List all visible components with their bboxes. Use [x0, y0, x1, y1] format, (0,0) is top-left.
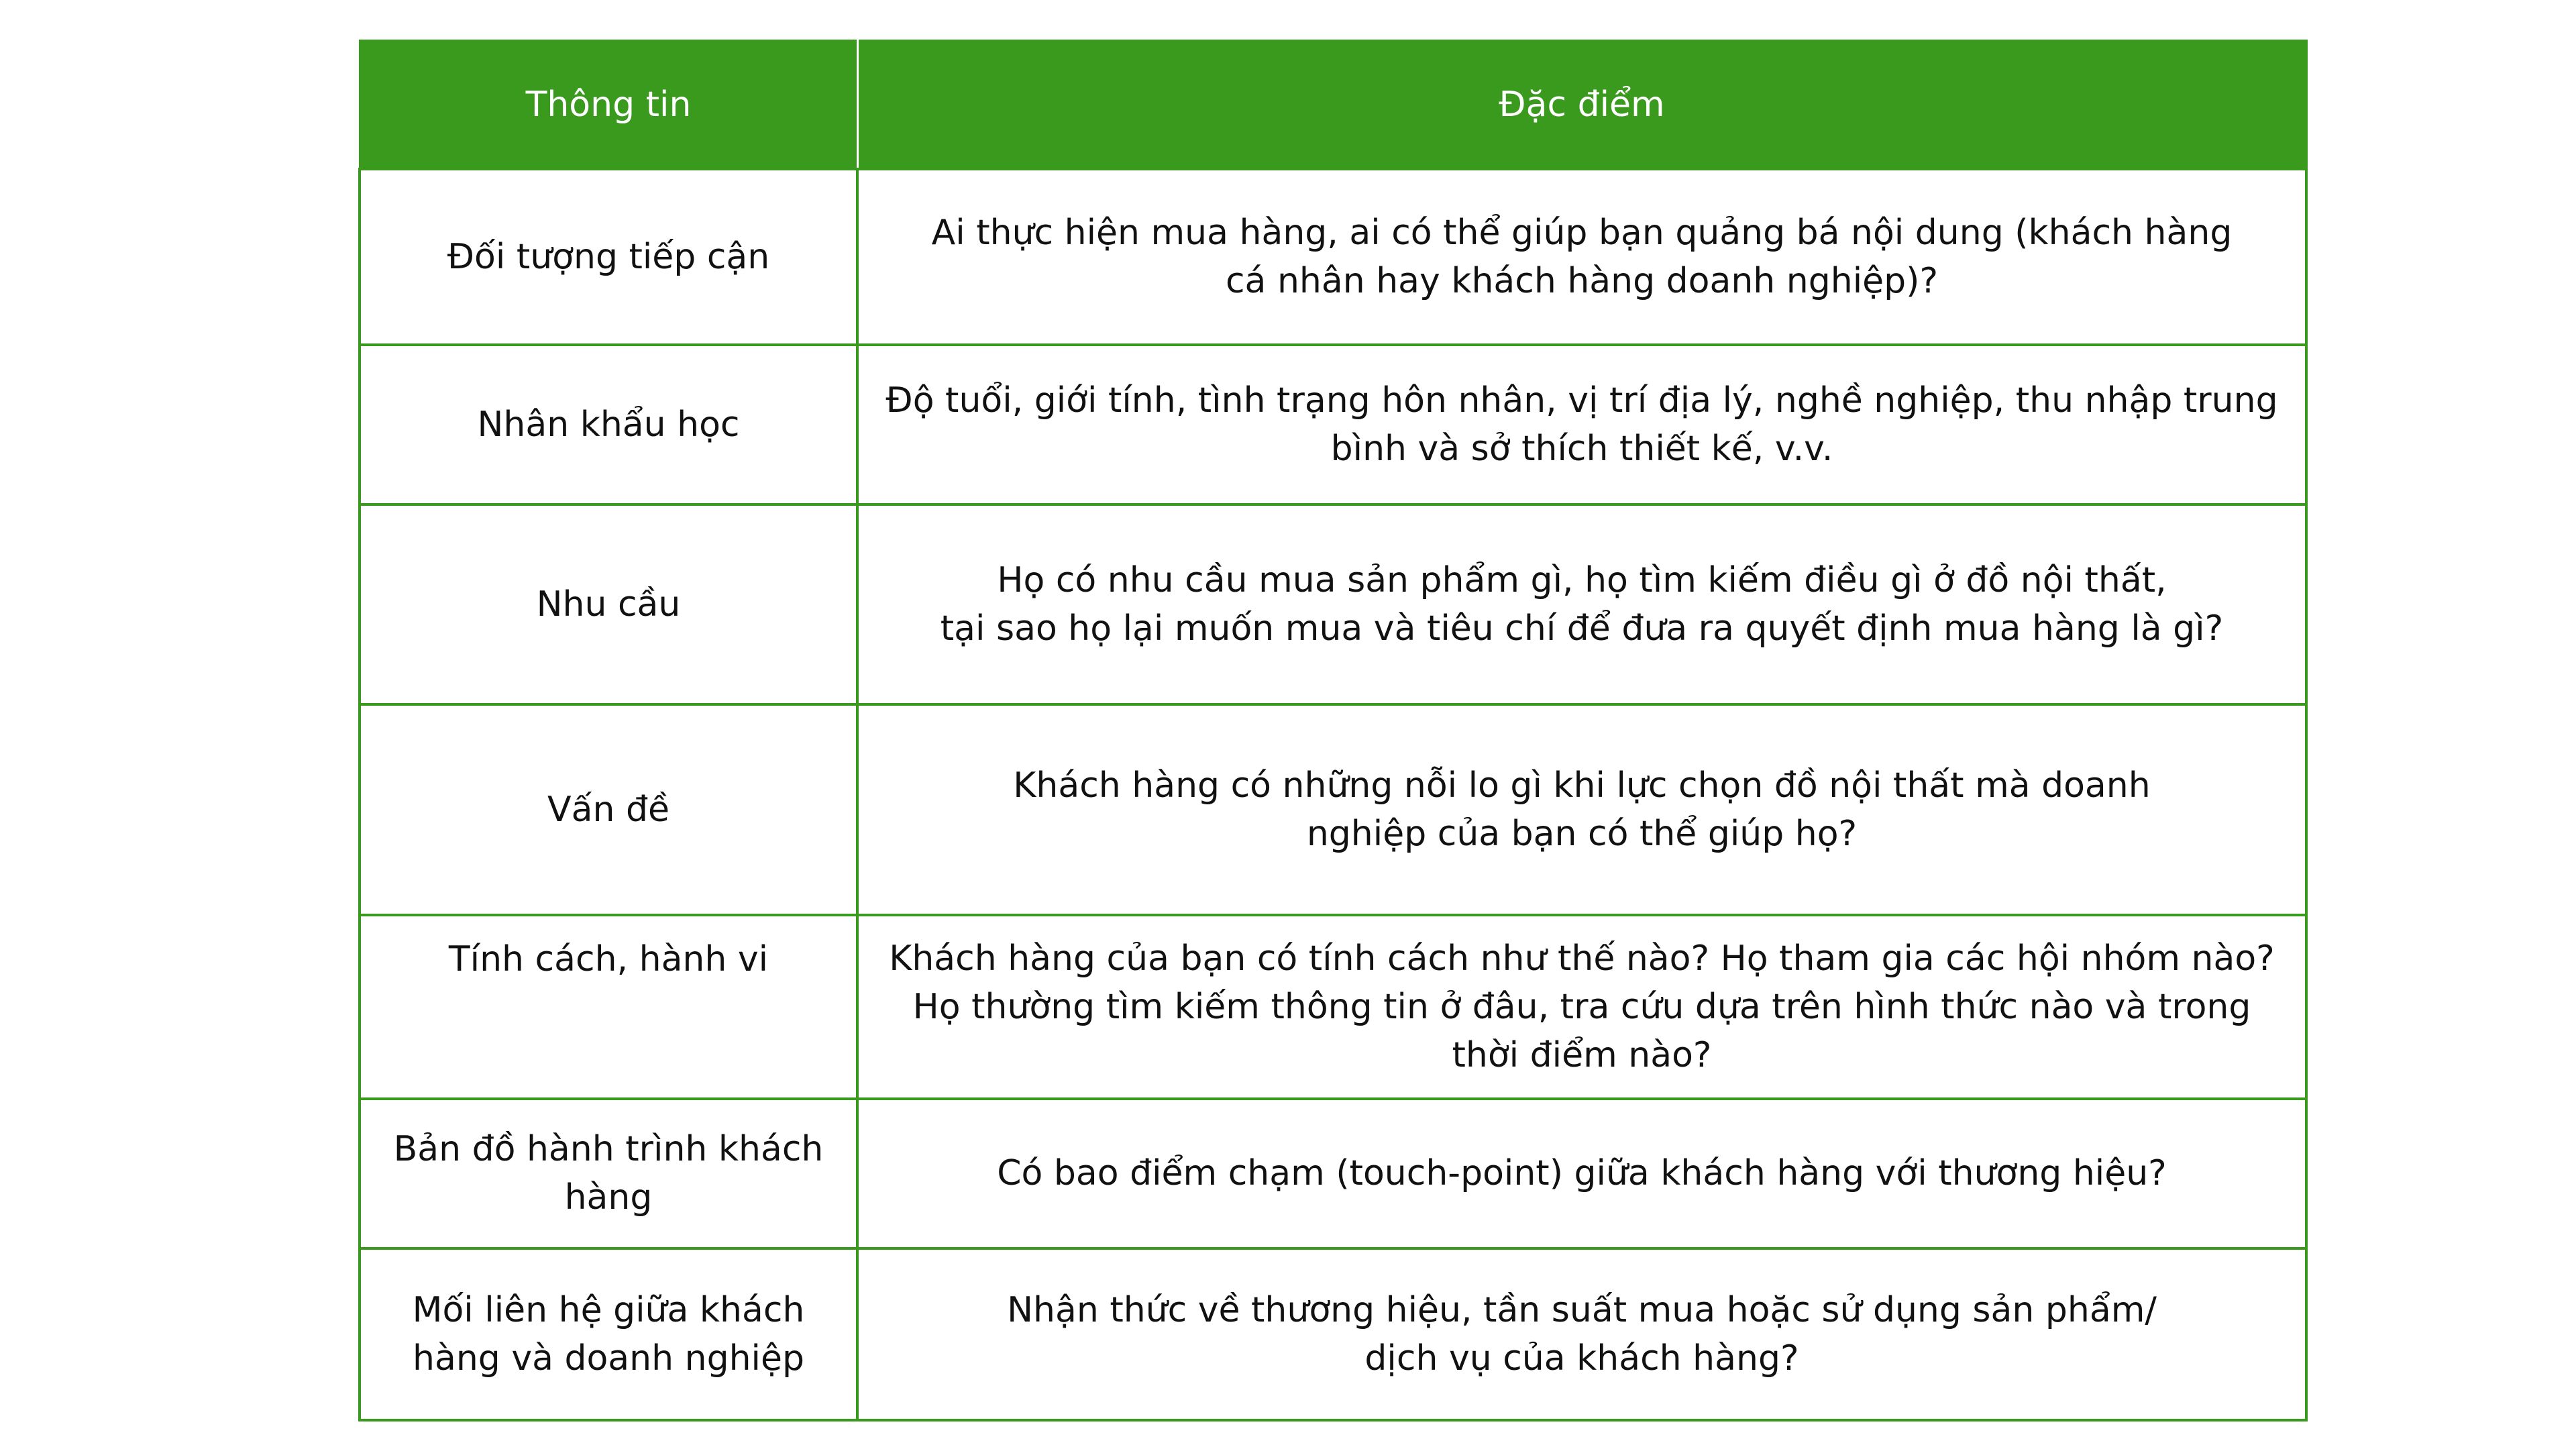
description-line: Độ tuổi, giới tính, tình trạng hôn nhân, vị trí địa lý, nghề nghiệp, thu nhập trung [885, 380, 2278, 421]
table-row [360, 345, 2306, 504]
row-label: Tính cách, hành vi [360, 915, 857, 1099]
row-description [857, 345, 2306, 504]
table-row [360, 915, 2306, 1099]
description-line: Có bao điểm chạm (touch-point) giữa khách hàng với thương hiệu? [997, 1153, 2167, 1193]
description-line: Khách hàng của bạn có tính cách như thế nào? Họ tham gia các hội nhóm nào? [889, 938, 2275, 979]
label-line: hàng [564, 1177, 653, 1218]
description-line: Khách hàng có những nỗi lo gì khi lực chọn đồ nội thất mà doanh [1013, 765, 2151, 806]
description-line: Họ có nhu cầu mua sản phẩm gì, họ tìm kiếm điều gì ở đồ nội thất, [997, 559, 2167, 600]
description-line: thời điểm nào? [1452, 1034, 1712, 1075]
row-label [360, 1099, 857, 1248]
row-description [857, 1248, 2306, 1420]
description-line: nghiệp của bạn có thể giúp họ? [1306, 813, 1858, 854]
description-line: Họ thường tìm kiếm thông tin ở đâu, tra cứu dựa trên hình thức nào và trong [912, 986, 2251, 1027]
header-dac-diem: Đặc điểm [857, 41, 2306, 169]
table-row [360, 1099, 2306, 1248]
label-line: hàng và doanh nghiệp [413, 1338, 804, 1379]
table-row [360, 504, 2306, 704]
description-line: dịch vụ của khách hàng? [1364, 1338, 1799, 1379]
label-line: Mối liên hệ giữa khách [412, 1289, 805, 1330]
description-line: Nhận thức về thương hiệu, tần suất mua hoặc sử dụng sản phẩm/ [1007, 1289, 2157, 1330]
row-description [857, 504, 2306, 704]
row-label [360, 1248, 857, 1420]
table-row [360, 1248, 2306, 1420]
table-row [360, 169, 2306, 345]
row-label: Đối tượng tiếp cận [360, 169, 857, 345]
table-row [360, 704, 2306, 915]
info-table [358, 40, 2308, 1421]
description-line: Ai thực hiện mua hàng, ai có thể giúp bạn quảng bá nội dung (khách hàng [931, 212, 2233, 253]
header-thong-tin: Thông tin [360, 41, 857, 169]
row-description [857, 169, 2306, 345]
row-label: Nhu cầu [360, 504, 857, 704]
description-line: tại sao họ lại muốn mua và tiêu chí để đưa ra quyết định mua hàng là gì? [940, 608, 2224, 649]
row-label: Vấn đề [360, 704, 857, 915]
label-line: Bản đồ hành trình khách [393, 1129, 824, 1169]
row-description [857, 704, 2306, 915]
description-line: cá nhân hay khách hàng doanh nghiệp)? [1225, 260, 1939, 301]
row-description [857, 915, 2306, 1099]
description-line: bình và sở thích thiết kế, v.v. [1330, 428, 1833, 469]
row-label: Nhân khẩu học [360, 345, 857, 504]
table-header-row [360, 41, 2306, 169]
row-description [857, 1099, 2306, 1248]
